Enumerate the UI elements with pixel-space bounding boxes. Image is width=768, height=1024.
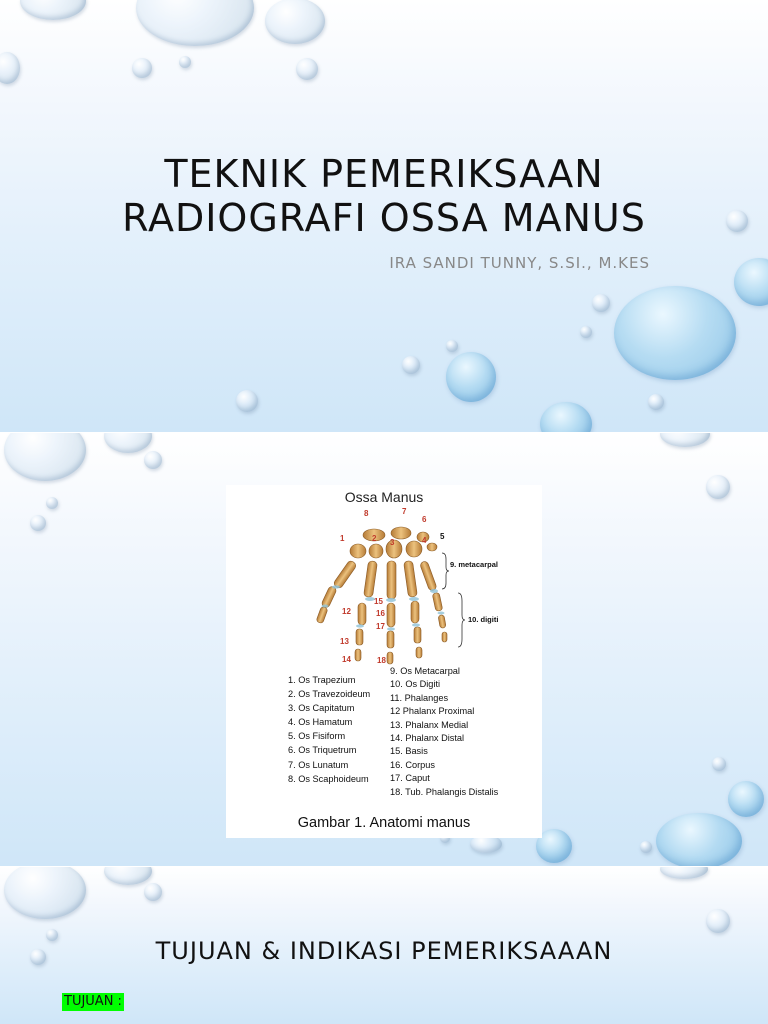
list-item: 17. Caput: [390, 773, 430, 784]
figure-caption: Gambar 1. Anatomi manus: [297, 815, 471, 831]
callout-number: 7: [402, 507, 407, 516]
slide-title: [0, 0, 768, 432]
index-finger-bones: [355, 561, 377, 661]
water-drop: [656, 813, 742, 866]
list-item: 11. Phalanges: [390, 692, 449, 703]
callout-number: 4: [422, 536, 427, 545]
callout-number: 3: [390, 538, 395, 547]
water-drop: [614, 286, 736, 380]
water-drop: [0, 52, 20, 84]
water-drop: [144, 883, 162, 901]
figure-title: Ossa Manus: [344, 489, 424, 505]
list-item: 6. Os Triquetrum: [288, 745, 357, 756]
ring-finger-bones: [404, 560, 422, 658]
water-drop: [236, 390, 258, 412]
water-drop: [296, 58, 318, 80]
tujuan-label: TUJUAN :: [64, 994, 122, 1009]
thumb-bones: [316, 560, 357, 624]
slide-anatomy: [0, 433, 768, 866]
list-item: 7. Os Lunatum: [288, 759, 349, 770]
water-drop: [104, 433, 152, 453]
list-item: 2. Os Travezoideum: [288, 689, 371, 700]
list-item: 3. Os Capitatum: [288, 703, 355, 714]
water-drop: [580, 326, 592, 338]
middle-finger-bones: [387, 561, 396, 664]
water-drop: [728, 781, 764, 817]
list-item: 12 Phalanx Proximal: [390, 706, 475, 717]
bone-list-right: [390, 665, 498, 799]
water-drop: [592, 294, 610, 312]
water-drop: [712, 757, 726, 771]
slide-title-text: TUJUAN & INDIKASI PEMERIKSAAAN: [155, 937, 613, 965]
list-item: 5. Os Fisiform: [288, 731, 346, 742]
callout-number: 16: [376, 609, 385, 618]
list-item: 13. Phalanx Medial: [390, 719, 469, 730]
water-drop: [648, 394, 664, 410]
callout-number: 17: [376, 622, 385, 631]
water-drop: [4, 433, 86, 481]
water-drop: [734, 258, 768, 306]
callout-number: 5: [440, 532, 445, 541]
water-drop: [540, 402, 592, 432]
callout-number: 15: [374, 597, 383, 606]
list-item: 9. Os Metacarpal: [390, 666, 460, 676]
callout-number: 1: [340, 534, 345, 543]
callout-number: 2: [372, 534, 377, 543]
callout-number: 8: [364, 509, 369, 518]
slide-title-text: [0, 152, 768, 240]
title-line-2: RADIOGRAFI OSSA MANUS: [122, 196, 646, 240]
slide-objectives: [0, 867, 768, 1024]
callout-number: 14: [342, 655, 351, 664]
water-drop: [446, 340, 458, 352]
water-drop: [265, 0, 325, 44]
callout-number: 13: [340, 637, 349, 646]
water-drop: [136, 0, 254, 46]
list-item: 8. Os Scaphoideum: [288, 773, 369, 784]
slide-subtitle: IRA SANDI TUNNY, S.SI., M.KES: [389, 254, 650, 272]
list-item: 14. Phalanx Distal: [390, 733, 465, 744]
water-drop: [179, 56, 191, 68]
callout-number: 6: [422, 515, 427, 524]
water-drop: [104, 867, 152, 885]
water-drop: [132, 58, 152, 78]
water-drop: [706, 475, 730, 499]
water-drop: [4, 867, 86, 919]
group-label-metacarpal: 9. metacarpal: [450, 560, 498, 569]
list-item: 18. Tub. Phalangis Distalis: [390, 786, 499, 797]
callout-number: 18: [377, 656, 386, 665]
water-drop: [20, 0, 86, 20]
list-item: 1. Os Trapezium: [288, 675, 356, 685]
water-drop: [30, 515, 46, 531]
callout-number: 12: [342, 607, 351, 616]
group-label-digiti: 10. digiti: [468, 615, 499, 624]
water-drop: [446, 352, 496, 402]
list-item: 10. Os Digiti: [390, 679, 441, 690]
list-item: 15. Basis: [390, 746, 428, 757]
water-drop: [706, 909, 730, 933]
water-drop: [46, 497, 58, 509]
hand-anatomy-figure: [226, 485, 542, 838]
list-item: 16. Corpus: [390, 759, 435, 770]
little-finger-bones: [419, 560, 447, 642]
water-drop: [660, 433, 710, 447]
bone-list-left: [288, 673, 370, 786]
title-line-1: TEKNIK PEMERIKSAAN: [164, 152, 604, 196]
water-drop: [660, 867, 708, 879]
water-drop: [640, 841, 652, 853]
water-drop: [402, 356, 420, 374]
list-item: 4. Os Hamatum: [288, 717, 353, 728]
water-drop: [144, 451, 162, 469]
